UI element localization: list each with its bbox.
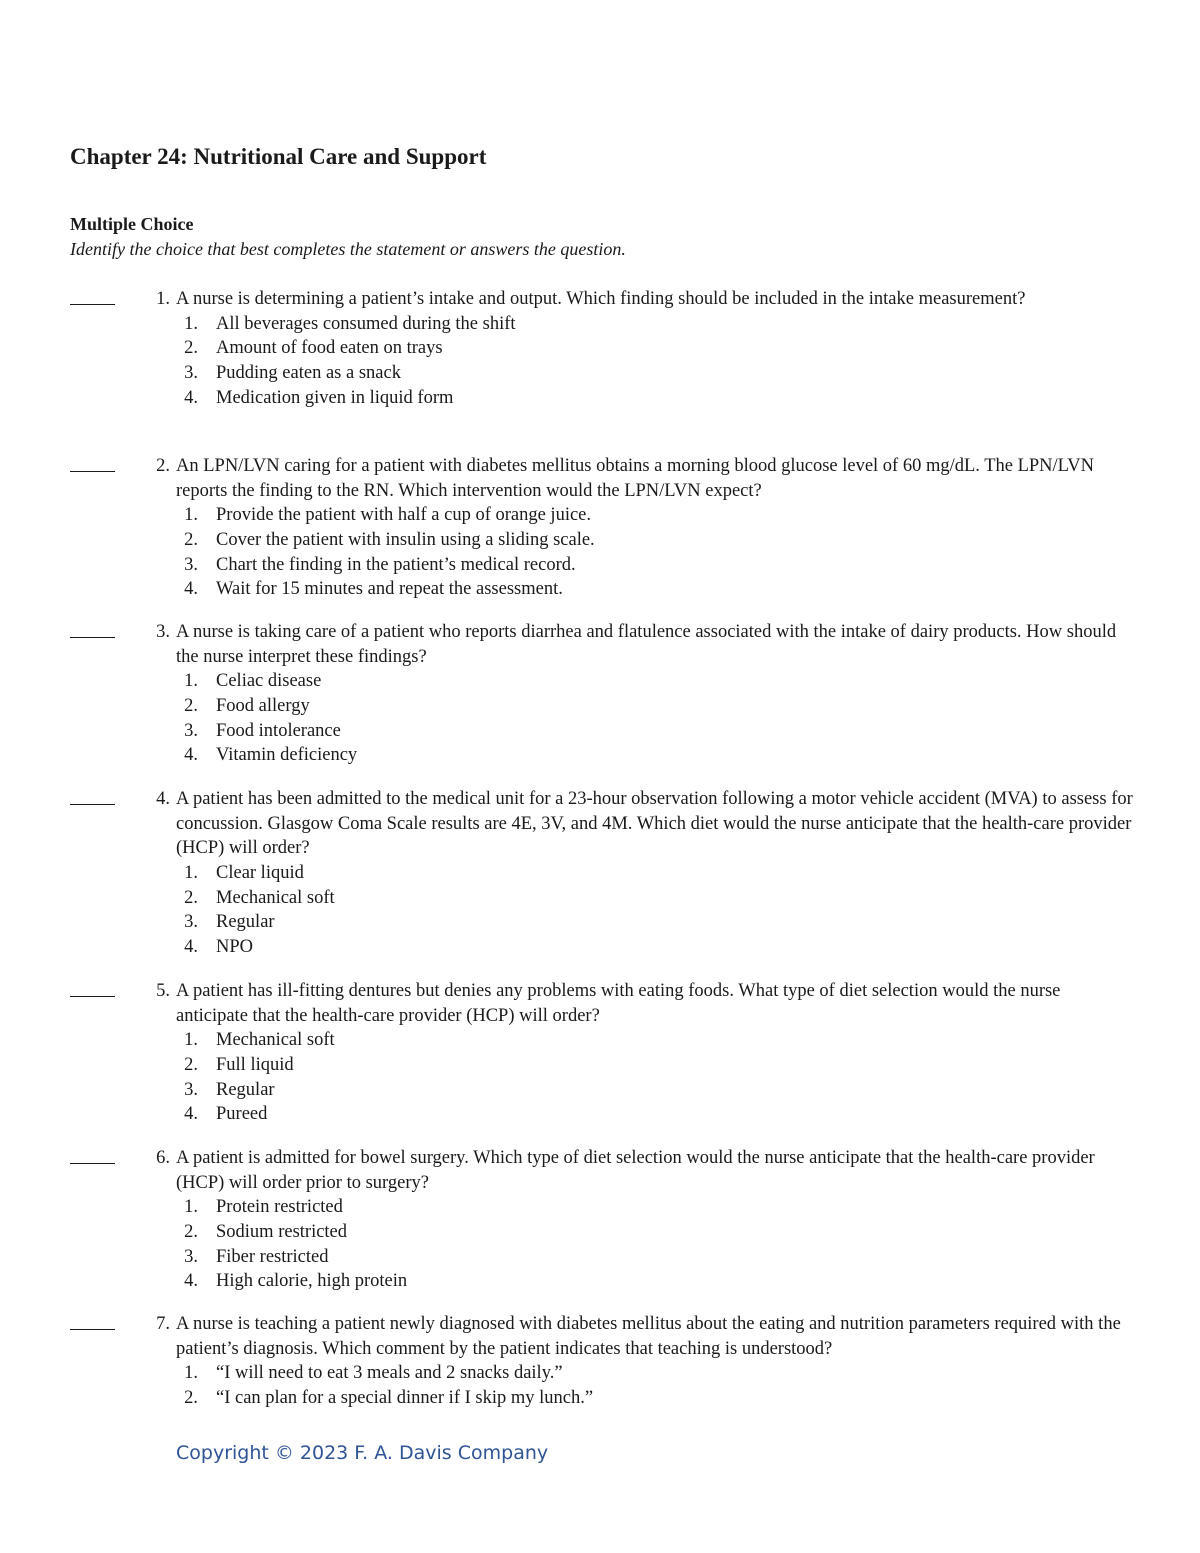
question-stem: An LPN/LVN caring for a patient with diabetes mellitus obtains a morning blood glucose level of 60 mg/dL. The LPN/LVN reports the finding to the RN. Which intervention would the LPN/LVN expect? (176, 456, 1095, 501)
option-text: NPO (216, 937, 254, 958)
option-number: 3. (184, 1079, 198, 1100)
option-text: Sodium restricted (216, 1222, 348, 1243)
option-number: 3. (184, 554, 198, 575)
option-text: Food allergy (216, 696, 310, 717)
option-item (176, 1269, 1150, 1294)
option-text: Mechanical soft (216, 1030, 335, 1051)
option-item (176, 719, 1150, 744)
question-1 (70, 287, 1150, 410)
option-number: 2. (184, 887, 198, 908)
option-item (176, 361, 1150, 386)
option-item (176, 1361, 1150, 1386)
question-2 (70, 454, 1150, 602)
option-number: 4. (184, 745, 198, 766)
option-number: 2. (184, 338, 198, 359)
option-text: Full liquid (216, 1055, 294, 1076)
option-list (176, 669, 1150, 768)
option-text: Cover the patient with insulin using a sliding scale. (216, 530, 595, 551)
option-text: Chart the finding in the patient’s medical record. (216, 554, 576, 575)
option-number: 3. (184, 720, 198, 741)
question-4 (70, 787, 1150, 960)
option-text: Celiac disease (216, 671, 322, 692)
option-item (176, 503, 1150, 528)
option-number: 1. (184, 505, 198, 526)
question-5 (70, 979, 1150, 1127)
option-text: “I can plan for a special dinner if I skip my lunch.” (216, 1388, 594, 1409)
option-item (176, 935, 1150, 960)
option-list (176, 861, 1150, 960)
option-item (176, 312, 1150, 337)
copyright-footer: Copyright © 2023 F. A. Davis Company (176, 1442, 549, 1464)
question-number: 6. (156, 1148, 170, 1168)
option-list (176, 312, 1150, 411)
question-7 (70, 1312, 1150, 1411)
option-item (176, 1053, 1150, 1078)
section-heading: Multiple Choice (70, 214, 194, 234)
option-text: Fiber restricted (216, 1246, 329, 1267)
question-number: 2. (156, 456, 170, 476)
question-stem: A nurse is taking care of a patient who reports diarrhea and flatulence associated with the intake of dairy products. How should the nurse interpret these findings? (176, 622, 1117, 667)
question-number: 7. (156, 1314, 170, 1334)
option-number: 2. (184, 1222, 198, 1243)
answer-blank[interactable] (70, 454, 115, 472)
option-text: Regular (216, 912, 275, 933)
question-stem: A patient is admitted for bowel surgery. Which type of diet selection would the nurse anticipate that the health-care provider (HCP) will order prior to surgery? (176, 1148, 1095, 1193)
question-number: 5. (156, 981, 170, 1001)
option-number: 4. (184, 579, 198, 600)
option-text: Mechanical soft (216, 887, 335, 908)
page-title: Chapter 24: Nutritional Care and Support (70, 144, 487, 169)
answer-blank[interactable] (70, 287, 115, 305)
option-number: 2. (184, 696, 198, 717)
option-item (176, 1220, 1150, 1245)
option-text: High calorie, high protein (216, 1271, 408, 1292)
option-text: Wait for 15 minutes and repeat the assessment. (216, 579, 563, 600)
option-text: Medication given in liquid form (216, 387, 454, 408)
option-item (176, 886, 1150, 911)
question-3 (70, 620, 1150, 768)
question-number: 4. (156, 789, 170, 809)
option-number: 1. (184, 1363, 198, 1384)
question-number: 3. (156, 622, 170, 642)
answer-blank[interactable] (70, 979, 115, 997)
option-item (176, 743, 1150, 768)
option-item (176, 1245, 1150, 1270)
option-item (176, 1195, 1150, 1220)
option-number: 1. (184, 1197, 198, 1218)
option-item (176, 553, 1150, 578)
option-list (176, 1028, 1150, 1127)
option-number: 4. (184, 387, 198, 408)
option-number: 1. (184, 863, 198, 884)
option-item (176, 1386, 1150, 1411)
option-item (176, 694, 1150, 719)
option-text: Amount of food eaten on trays (216, 338, 443, 359)
option-text: Clear liquid (216, 863, 304, 884)
answer-blank[interactable] (70, 620, 115, 638)
option-list (176, 1361, 1150, 1410)
option-number: 3. (184, 912, 198, 933)
option-text: Pureed (216, 1104, 268, 1125)
answer-blank[interactable] (70, 1312, 115, 1330)
option-number: 3. (184, 363, 198, 384)
option-item (176, 669, 1150, 694)
option-item (176, 1078, 1150, 1103)
question-stem: A patient has been admitted to the medical unit for a 23-hour observation following a motor vehicle accident (MVA) to assess for concussion. Glasgow Coma Scale results are 4E, 3V, and 4M. Which diet would the nurse anticipate that the health-care provider (HCP) will order? (176, 789, 1133, 859)
option-number: 1. (184, 1030, 198, 1051)
question-stem: A nurse is teaching a patient newly diagnosed with diabetes mellitus about the eating and nutrition parameters required with the patient’s diagnosis. Which comment by the patient indicates that teaching is understood? (176, 1314, 1121, 1359)
answer-blank[interactable] (70, 787, 115, 805)
option-item (176, 910, 1150, 935)
option-text: Protein restricted (216, 1197, 343, 1218)
option-number: 2. (184, 530, 198, 551)
option-number: 4. (184, 1271, 198, 1292)
option-text: Provide the patient with half a cup of orange juice. (216, 505, 592, 526)
option-text: Regular (216, 1079, 275, 1100)
answer-blank[interactable] (70, 1146, 115, 1164)
option-number: 1. (184, 313, 198, 334)
option-list (176, 1195, 1150, 1294)
option-item (176, 861, 1150, 886)
option-text: Food intolerance (216, 720, 341, 741)
option-number: 2. (184, 1055, 198, 1076)
option-number: 4. (184, 937, 198, 958)
option-item (176, 528, 1150, 553)
question-stem: A nurse is determining a patient’s intake and output. Which finding should be included in the intake measurement? (176, 289, 1026, 309)
option-item (176, 577, 1150, 602)
option-item (176, 1028, 1150, 1053)
option-number: 1. (184, 671, 198, 692)
option-list (176, 503, 1150, 602)
option-text: Pudding eaten as a snack (216, 363, 401, 384)
option-text: All beverages consumed during the shift (216, 313, 516, 334)
section-instructions: Identify the choice that best completes the statement or answers the question. (70, 239, 626, 259)
option-text: Vitamin deficiency (216, 745, 358, 766)
option-item (176, 1102, 1150, 1127)
option-text: “I will need to eat 3 meals and 2 snacks daily.” (216, 1363, 563, 1384)
question-number: 1. (156, 289, 170, 309)
question-6 (70, 1146, 1150, 1294)
question-stem: A patient has ill-fitting dentures but denies any problems with eating foods. What type of diet selection would the nurse anticipate that the health-care provider (HCP) will order? (176, 981, 1061, 1026)
option-number: 4. (184, 1104, 198, 1125)
option-item (176, 336, 1150, 361)
option-number: 3. (184, 1246, 198, 1267)
option-number: 2. (184, 1388, 198, 1409)
option-item (176, 386, 1150, 411)
